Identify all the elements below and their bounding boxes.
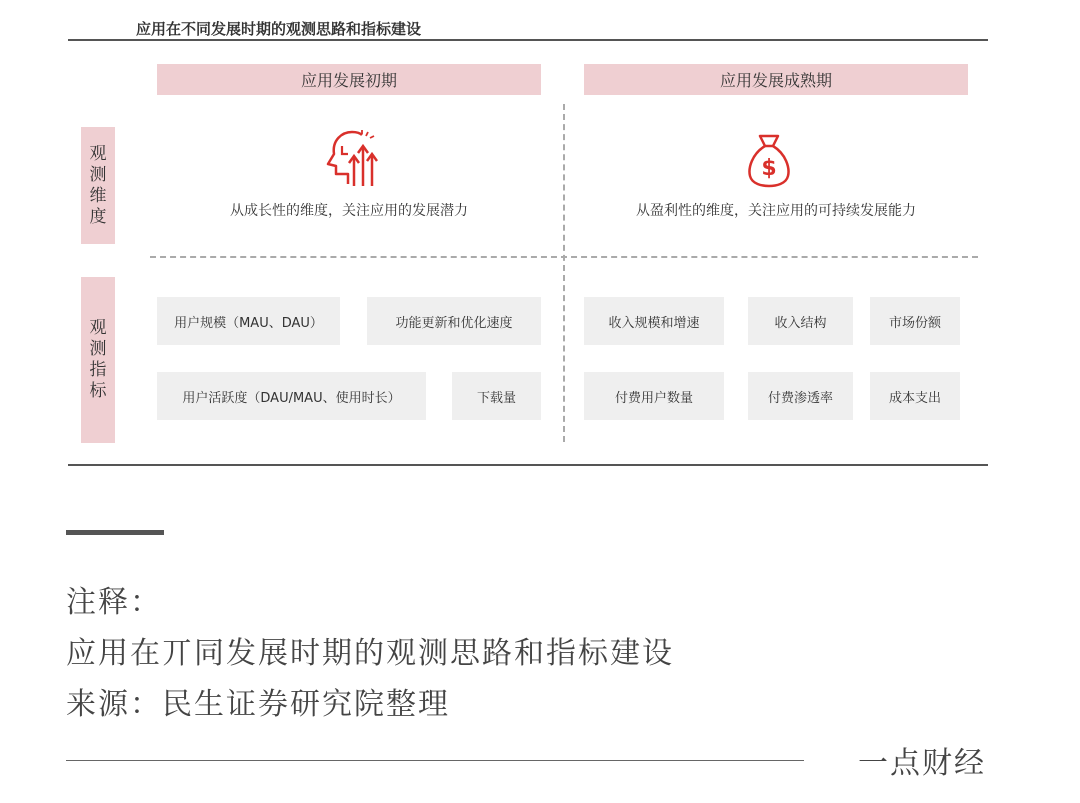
row-label-dimension: 观测维度	[81, 127, 115, 244]
top-rule	[68, 39, 988, 41]
figure-title: 应用在不同发展时期的观测思路和指标建设	[136, 20, 422, 38]
metric-box: 付费用户数量	[584, 372, 724, 420]
money-bag-icon	[744, 128, 794, 188]
footer-line	[66, 760, 804, 761]
row-label-metrics: 观测指标	[81, 277, 115, 443]
column-header-mature: 应用发展成熟期	[584, 64, 968, 95]
metric-box: 成本支出	[870, 372, 960, 420]
metric-box: 付费渗透率	[748, 372, 853, 420]
description-mature: 从盈利性的维度，关注应用的可持续发展能力	[636, 203, 916, 219]
metric-box: 用户活跃度（DAU/MAU、使用时长）	[157, 372, 426, 420]
description-early: 从成长性的维度，关注应用的发展潜力	[230, 203, 468, 219]
notes-caption: 应用在丌同发展时期的观测思路和指标建设	[66, 636, 674, 671]
metric-box: 下载量	[452, 372, 541, 420]
bottom-rule	[68, 464, 988, 466]
notes-accent-bar	[66, 530, 164, 535]
brand-name: 一点财经	[858, 746, 986, 781]
head-growth-arrows-icon	[322, 128, 378, 188]
metric-box: 用户规模（MAU、DAU）	[157, 297, 340, 345]
metric-box: 收入结构	[748, 297, 853, 345]
row-divider	[150, 256, 978, 258]
notes-label: 注释：	[66, 585, 162, 620]
column-divider	[563, 104, 565, 442]
metric-box: 收入规模和增速	[584, 297, 724, 345]
metric-box: 市场份额	[870, 297, 960, 345]
column-header-early: 应用发展初期	[157, 64, 541, 95]
notes-source: 来源：民生证券研究院整理	[66, 687, 450, 722]
metric-box: 功能更新和优化速度	[367, 297, 541, 345]
svg-text:$: $	[761, 156, 777, 181]
